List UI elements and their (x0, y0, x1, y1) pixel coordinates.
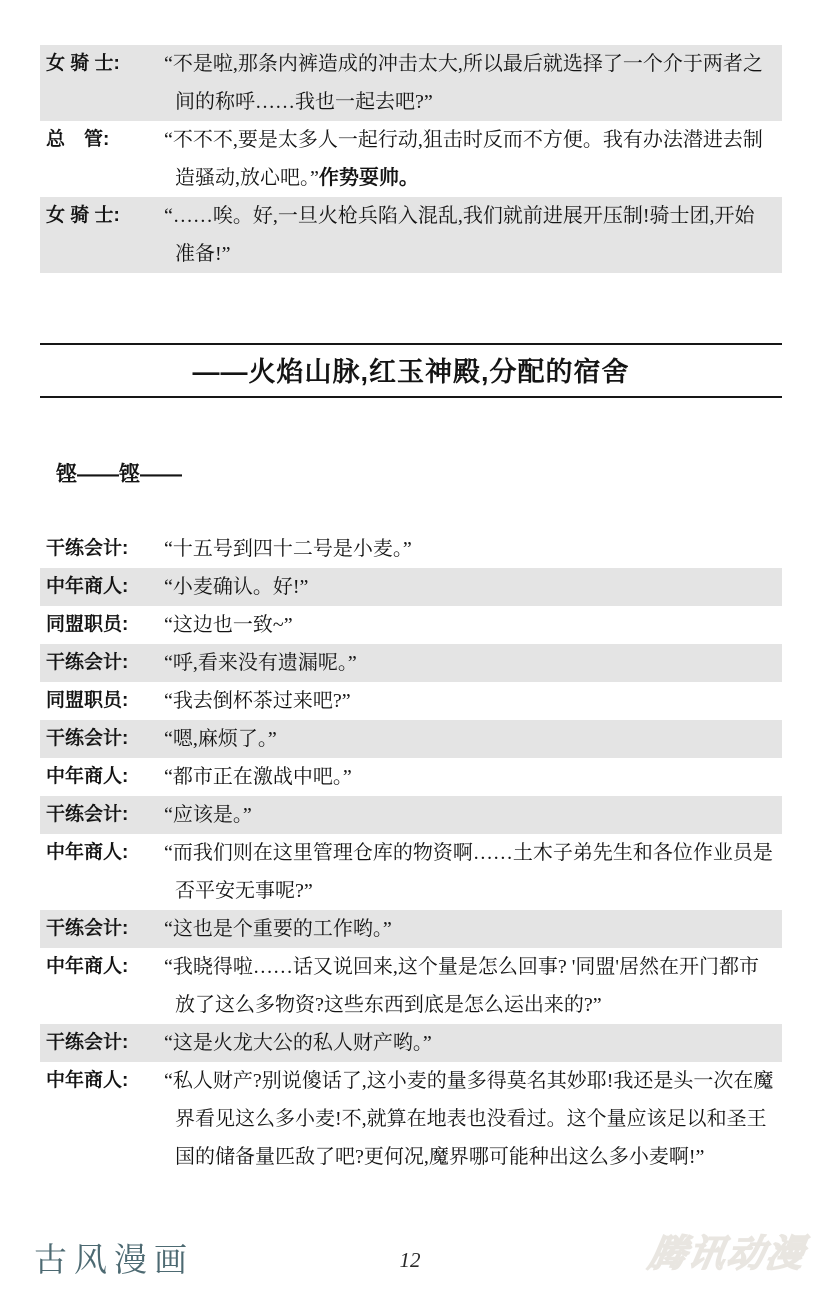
speaker-label: 同盟职员: (46, 614, 129, 635)
speaker-label: 干练会计: (46, 1032, 129, 1053)
dialogue-row (40, 644, 782, 682)
tencent-anime-watermark: 腾讯动漫 (645, 1233, 809, 1274)
dialogue-text: “嗯,麻烦了。” (164, 728, 277, 750)
speaker-label: 中年商人: (46, 956, 129, 977)
dialogue-row (40, 1062, 782, 1176)
dialogue-quote: “不不不,要是太多人一起行动,狙击时反而不方便。我有办法潜进去制造骚动,放心吧。” (164, 129, 763, 189)
dialogue-text (161, 121, 774, 197)
speaker-label: 中年商人: (46, 1070, 129, 1091)
speaker-label: 干练会计: (46, 728, 129, 749)
dialogue-row (40, 45, 782, 121)
dialogue-text: “我去倒杯茶过来吧?” (164, 690, 351, 712)
speaker-label: 中年商人: (46, 766, 129, 787)
dialogue-text: “小麦确认。好!” (164, 576, 309, 598)
speaker-label: 干练会计: (46, 538, 129, 559)
top-dialogue-section (40, 45, 782, 273)
speaker-label: 干练会计: (46, 652, 129, 673)
dialogue-text: “都市正在激战中吧。” (164, 766, 352, 788)
speaker-label: 干练会计: (46, 918, 129, 939)
dialogue-text: “这也是个重要的工作哟。” (164, 918, 392, 940)
sfx-text: 铿——铿—— (56, 463, 182, 486)
dialogue-row (40, 720, 782, 758)
scene-heading: ——火焰山脉,红玉神殿,分配的宿舍 (40, 343, 782, 398)
action-narration: 作势耍帅。 (318, 167, 419, 189)
dialogue-quote: “不是啦,那条内裤造成的冲击太大,所以最后就选择了一个介于两者之间的称呼……我也一起去吧?” (164, 53, 763, 113)
dialogue-text: “应该是。” (164, 804, 252, 826)
dialogue-text (161, 45, 774, 121)
dialogue-row (40, 568, 782, 606)
speaker-label: 总 管: (46, 129, 110, 150)
speaker-label: 中年商人: (46, 842, 129, 863)
dialogue-row (40, 197, 782, 273)
speaker-label: 中年商人: (46, 576, 129, 597)
dialogue-row (40, 682, 782, 720)
dialogue-row (40, 121, 782, 197)
dialogue-text: “而我们则在这里管理仓库的物资啊……土木子弟先生和各位作业员是否平安无事呢?” (164, 842, 773, 902)
dialogue-quote: “……唉。好,一旦火枪兵陷入混乱,我们就前进展开压制!骑士团,开始准备!” (164, 205, 755, 265)
dialogue-row (40, 1024, 782, 1062)
dialogue-row (40, 758, 782, 796)
dialogue-text: “私人财产?别说傻话了,这小麦的量多得莫名其妙耶!我还是头一次在魔界看见这么多小麦!不,就算在地表也没看过。这个量应该足以和圣王国的储备量匹敌了吧?更何况,魔界哪可能种出这么多小麦啊!” (164, 1070, 774, 1168)
speaker-label: 女 骑 士: (46, 53, 120, 74)
speaker-label: 干练会计: (46, 804, 129, 825)
dialogue-text: “我晓得啦……话又说回来,这个量是怎么回事? '同盟'居然在开门都市放了这么多物资?这些东西到底是怎么运出来的?” (164, 956, 759, 1016)
dialogue-text: “这是火龙大公的私人财产哟。” (164, 1032, 432, 1054)
speaker-label: 女 骑 士: (46, 205, 120, 226)
dialogue-row (40, 910, 782, 948)
dialogue-text (161, 197, 774, 273)
dialogue-text: “这边也一致~” (164, 614, 293, 636)
dialogue-row (40, 606, 782, 644)
site-watermark: 古风漫画 (34, 1240, 194, 1279)
dialogue-text: “十五号到四十二号是小麦。” (164, 538, 412, 560)
dialogue-row (40, 834, 782, 910)
page-content (40, 45, 782, 1176)
speaker-label: 同盟职员: (46, 690, 129, 711)
dialogue-row (40, 948, 782, 1024)
dialogue-row (40, 530, 782, 568)
dialogue-row (40, 796, 782, 834)
page-number: 12 (399, 1248, 421, 1272)
dialogue-text: “呼,看来没有遗漏呢。” (164, 652, 357, 674)
dialogue-list (40, 530, 782, 1176)
